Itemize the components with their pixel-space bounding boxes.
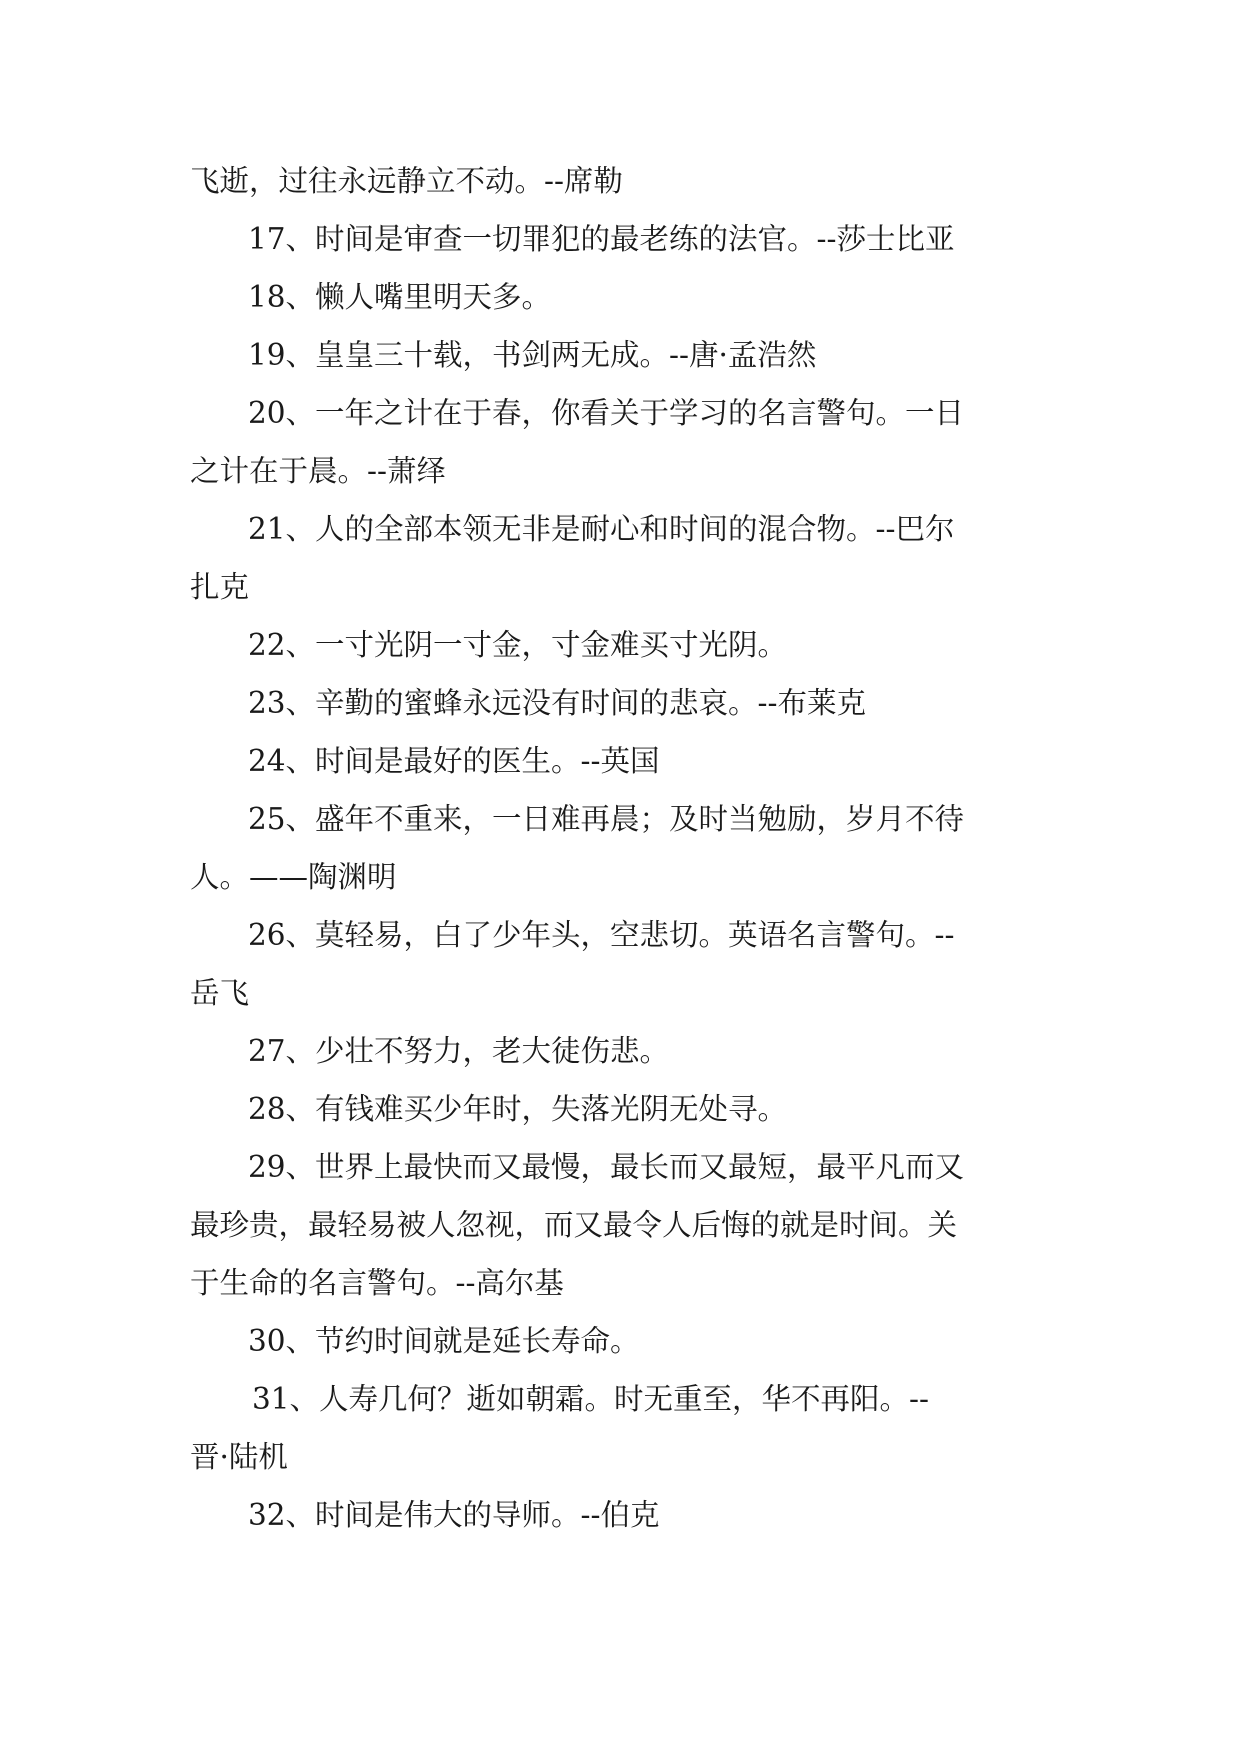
- quote-23: 23、辛勤的蜜蜂永远没有时间的悲哀。--布莱克: [248, 686, 866, 720]
- quote-28: 28、有钱难买少年时，失落光阴无处寻。: [248, 1092, 788, 1126]
- quote-30: 30、节约时间就是延长寿命。: [248, 1324, 640, 1358]
- quote-31-continued: 晋·陆机: [190, 1440, 288, 1474]
- quote-21-continued: 扎克: [190, 570, 250, 604]
- quote-22: 22、一寸光阴一寸金，寸金难买寸光阴。: [248, 628, 788, 662]
- quote-27: 27、少壮不努力，老大徒伤悲。: [248, 1034, 670, 1068]
- quote-26: 26、莫轻易，白了少年头，空悲切。英语名言警句。--: [248, 918, 955, 952]
- quote-19: 19、皇皇三十载，书剑两无成。--唐·孟浩然: [248, 338, 817, 372]
- quote-31: 31、人寿几何？逝如朝霜。时无重至，华不再阳。--: [252, 1382, 929, 1416]
- quote-20: 20、一年之计在于春，你看关于学习的名言警句。一日: [248, 396, 965, 430]
- quote-29-continued: 最珍贵，最轻易被人忽视，而又最令人后悔的就是时间。关: [190, 1208, 958, 1242]
- quote-32: 32、时间是伟大的导师。--伯克: [248, 1498, 660, 1532]
- quote-21: 21、人的全部本领无非是耐心和时间的混合物。--巴尔: [248, 512, 955, 546]
- quote-20-continued: 之计在于晨。--萧绎: [190, 454, 446, 488]
- quote-29: 29、世界上最快而又最慢，最长而又最短，最平凡而又: [248, 1150, 965, 1184]
- quote-25-continued: 人。——陶渊明: [190, 860, 397, 894]
- quote-26-continued: 岳飞: [190, 976, 250, 1010]
- quote-25: 25、盛年不重来，一日难再晨；及时当勉励，岁月不待: [248, 802, 965, 836]
- quote-24: 24、时间是最好的医生。--英国: [248, 744, 660, 778]
- quote-18: 18、懒人嘴里明天多。: [248, 280, 552, 314]
- quote-17: 17、时间是审查一切罪犯的最老练的法官。--莎士比亚: [248, 222, 955, 256]
- text-line: 飞逝，过往永远静立不动。--席勒: [190, 164, 623, 198]
- quote-29-continued-2: 于生命的名言警句。--高尔基: [190, 1266, 564, 1300]
